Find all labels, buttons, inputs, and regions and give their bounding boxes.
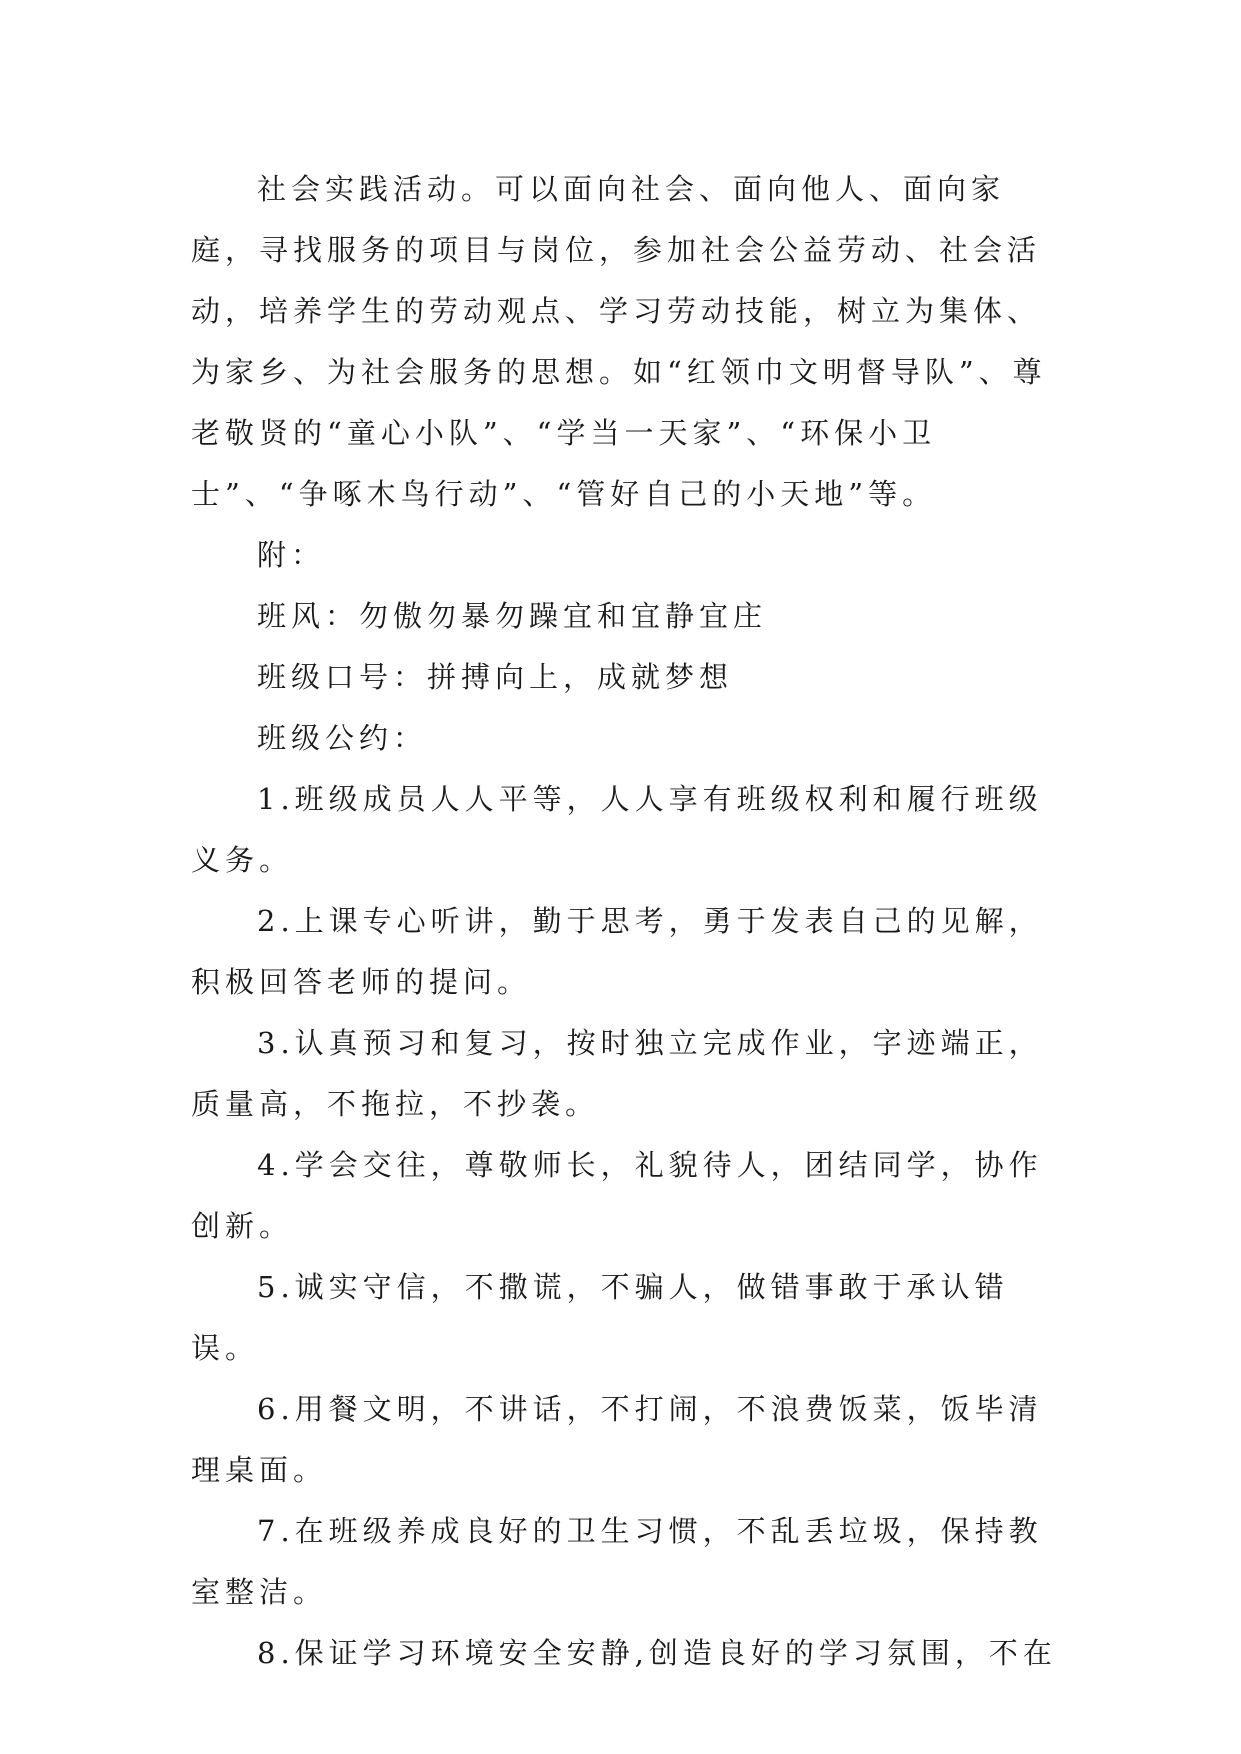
convention-item-4: 4.学会交往，尊敬师长，礼貌待人，团结同学，协作创新。: [191, 1148, 1043, 1243]
class-style-line: 班风：勿傲勿暴勿躁宜和宜静宜庄: [257, 599, 768, 633]
convention-item-2: 2.上课专心听讲，勤于思考，勇于发表自己的见解，积极回答老师的提问。: [191, 904, 1043, 999]
convention-heading: 班级公约：: [257, 721, 428, 755]
convention-item-1: 1.班级成员人人平等，人人享有班级权利和履行班级义务。: [191, 782, 1043, 877]
convention-item-8: 8.保证学习环境安全安静,创造良好的学习氛围，不在: [257, 1636, 1057, 1670]
convention-item-6: 6.用餐文明，不讲话，不打闹，不浪费饭菜，饭毕清理桌面。: [191, 1392, 1043, 1487]
convention-item-7: 7.在班级养成良好的卫生习惯，不乱丢垃圾，保持教室整洁。: [191, 1514, 1043, 1609]
convention-item-3: 3.认真预习和复习，按时独立完成作业，字迹端正，质量高，不拖拉，不抄袭。: [191, 1026, 1043, 1121]
body-paragraph: 社会实践活动。可以面向社会、面向他人、面向家庭，寻找服务的项目与岗位，参加社会公益劳动、社会活动，培养学生的劳动观点、学习劳动技能，树立为集体、为家乡、为社会服务的思想。如“红领巾文明督导队”、尊老敬贤的“童心小队”、“学当一天家”、“环保小卫士”、“争啄木鸟行动”、“管好自己的小天地”等。: [191, 172, 1047, 511]
appendix-label: 附：: [257, 538, 326, 572]
convention-item-5: 5.诚实守信，不撒谎，不骗人，做错事敢于承认错误。: [191, 1270, 1009, 1365]
class-slogan-line: 班级口号：拼搏向上，成就梦想: [257, 660, 734, 694]
document-body: [191, 159, 1071, 1684]
